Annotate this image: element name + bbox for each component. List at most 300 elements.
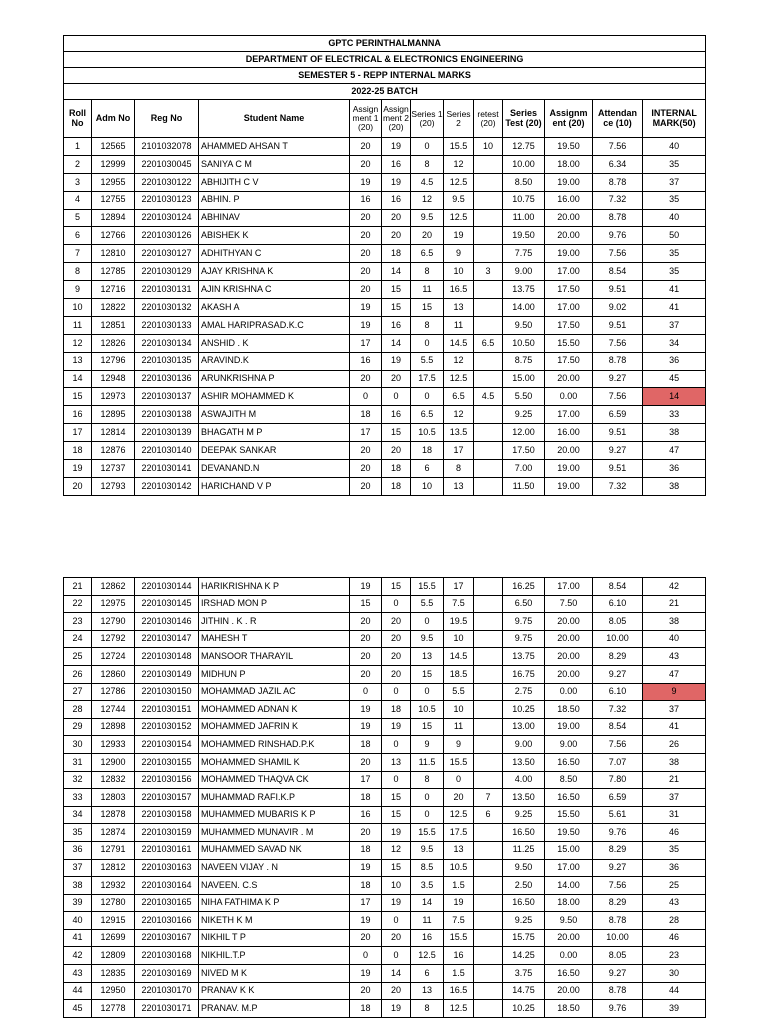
cell-adm-no: 12786: [92, 683, 135, 701]
cell-attendance: 9.51: [593, 316, 643, 334]
cell-series-test: 12.75: [503, 138, 545, 156]
cell-assignment: 15.50: [545, 806, 593, 824]
col-student-name: Student Name: [199, 100, 350, 138]
cell-adm-no: 12766: [92, 227, 135, 245]
cell-adm-no: 12744: [92, 701, 135, 719]
cell-assignment-2: 14: [382, 965, 411, 983]
cell-assignment: 18.00: [545, 155, 593, 173]
cell-reg-no: 2201030150: [135, 683, 199, 701]
cell-assignment: 17.50: [545, 352, 593, 370]
cell-series-2: 18.5: [444, 665, 474, 683]
cell-series-test: 9.25: [503, 806, 545, 824]
cell-adm-no: 12755: [92, 191, 135, 209]
cell-attendance: 9.76: [593, 227, 643, 245]
cell-assignment: 14.00: [545, 877, 593, 895]
cell-adm-no: 12785: [92, 263, 135, 281]
cell-assignment: 20.00: [545, 929, 593, 947]
cell-series-test: 6.50: [503, 595, 545, 613]
cell-retest: [474, 281, 503, 299]
cell-series-2: 12: [444, 406, 474, 424]
cell-series-1: 6.5: [411, 245, 444, 263]
cell-student-name: AJIN KRISHNA C: [199, 281, 350, 299]
cell-series-test: 19.50: [503, 227, 545, 245]
cell-internal-mark: 37: [643, 789, 706, 807]
table-row: [64, 578, 706, 596]
cell-retest: [474, 406, 503, 424]
col-assignment-2: Assign ment 2 (20): [382, 100, 411, 138]
cell-series-test: 16.25: [503, 578, 545, 596]
table-row: [64, 245, 706, 263]
cell-adm-no: 12851: [92, 316, 135, 334]
cell-reg-no: 2201030122: [135, 173, 199, 191]
table-row: [64, 334, 706, 352]
cell-roll-no: 44: [64, 982, 92, 1000]
cell-assignment-1: 20: [350, 630, 382, 648]
cell-internal-mark: 41: [643, 299, 706, 317]
cell-adm-no: 12915: [92, 912, 135, 930]
cell-assignment-1: 0: [350, 388, 382, 406]
cell-adm-no: 12932: [92, 877, 135, 895]
cell-assignment: 20.00: [545, 370, 593, 388]
cell-student-name: MUHAMMAD RAFI.K.P: [199, 789, 350, 807]
cell-internal-mark: 41: [643, 281, 706, 299]
cell-roll-no: 6: [64, 227, 92, 245]
cell-attendance: 7.56: [593, 138, 643, 156]
cell-student-name: ASWAJITH M: [199, 406, 350, 424]
cell-assignment: 16.50: [545, 965, 593, 983]
cell-retest: [474, 982, 503, 1000]
table-row: [64, 877, 706, 895]
table-row: [64, 982, 706, 1000]
cell-student-name: DEVANAND.N: [199, 460, 350, 478]
cell-assignment-1: 17: [350, 334, 382, 352]
cell-assignment-1: 19: [350, 701, 382, 719]
cell-retest: [474, 965, 503, 983]
cell-series-2: 6.5: [444, 388, 474, 406]
cell-internal-mark: 35: [643, 841, 706, 859]
cell-roll-no: 8: [64, 263, 92, 281]
cell-assignment-1: 20: [350, 824, 382, 842]
cell-assignment: 17.50: [545, 316, 593, 334]
cell-assignment-1: 20: [350, 155, 382, 173]
cell-attendance: 7.56: [593, 245, 643, 263]
cell-assignment: 9.50: [545, 912, 593, 930]
cell-adm-no: 12900: [92, 753, 135, 771]
cell-series-2: 9: [444, 245, 474, 263]
cell-series-test: 13.50: [503, 789, 545, 807]
cell-roll-no: 5: [64, 209, 92, 227]
cell-adm-no: 12835: [92, 965, 135, 983]
cell-series-test: 13.75: [503, 281, 545, 299]
cell-roll-no: 1: [64, 138, 92, 156]
cell-adm-no: 12860: [92, 665, 135, 683]
cell-series-1: 8: [411, 1000, 444, 1018]
cell-reg-no: 2201030131: [135, 281, 199, 299]
cell-student-name: NAVEEN. C.S: [199, 877, 350, 895]
cell-internal-mark: 40: [643, 209, 706, 227]
cell-series-1: 11: [411, 281, 444, 299]
cell-assignment: 8.50: [545, 771, 593, 789]
cell-student-name: NAVEEN VIJAY . N: [199, 859, 350, 877]
cell-attendance: 9.51: [593, 460, 643, 478]
cell-series-2: 17.5: [444, 824, 474, 842]
cell-assignment-1: 20: [350, 138, 382, 156]
cell-adm-no: 12737: [92, 460, 135, 478]
cell-internal-mark: 40: [643, 630, 706, 648]
cell-assignment: 19.50: [545, 824, 593, 842]
cell-series-2: 13: [444, 841, 474, 859]
table-row: [64, 191, 706, 209]
cell-series-test: 9.25: [503, 406, 545, 424]
cell-adm-no: 12814: [92, 424, 135, 442]
cell-internal-mark: 23: [643, 947, 706, 965]
cell-reg-no: 2201030149: [135, 665, 199, 683]
cell-reg-no: 2201030133: [135, 316, 199, 334]
cell-series-2: 17: [444, 442, 474, 460]
cell-series-2: 16.5: [444, 982, 474, 1000]
cell-series-1: 16: [411, 929, 444, 947]
cell-retest: [474, 424, 503, 442]
cell-assignment-2: 20: [382, 209, 411, 227]
cell-series-1: 6: [411, 965, 444, 983]
cell-reg-no: 2201030168: [135, 947, 199, 965]
cell-reg-no: 2201030169: [135, 965, 199, 983]
cell-internal-mark: 33: [643, 406, 706, 424]
cell-internal-mark: 38: [643, 424, 706, 442]
cell-series-test: 11.25: [503, 841, 545, 859]
cell-student-name: MANSOOR THARAYIL: [199, 648, 350, 666]
cell-series-1: 9.5: [411, 841, 444, 859]
cell-assignment-2: 15: [382, 299, 411, 317]
cell-series-1: 15.5: [411, 824, 444, 842]
cell-series-test: 7.00: [503, 460, 545, 478]
cell-retest: [474, 1000, 503, 1018]
cell-attendance: 7.07: [593, 753, 643, 771]
cell-roll-no: 28: [64, 701, 92, 719]
cell-internal-mark: 46: [643, 824, 706, 842]
cell-series-1: 12.5: [411, 947, 444, 965]
cell-reg-no: 2101032078: [135, 138, 199, 156]
cell-student-name: ANSHID . K: [199, 334, 350, 352]
cell-assignment: 19.00: [545, 460, 593, 478]
cell-adm-no: 12973: [92, 388, 135, 406]
institution-title: GPTC PERINTHALMANNA: [64, 36, 706, 52]
cell-assignment-2: 12: [382, 841, 411, 859]
cell-retest: [474, 912, 503, 930]
cell-reg-no: 2201030155: [135, 753, 199, 771]
cell-reg-no: 2201030123: [135, 191, 199, 209]
cell-assignment-2: 15: [382, 859, 411, 877]
cell-assignment-1: 17: [350, 424, 382, 442]
cell-attendance: 8.78: [593, 912, 643, 930]
cell-roll-no: 36: [64, 841, 92, 859]
cell-series-test: 10.25: [503, 1000, 545, 1018]
cell-adm-no: 12792: [92, 630, 135, 648]
cell-attendance: 8.29: [593, 648, 643, 666]
cell-retest: [474, 947, 503, 965]
cell-reg-no: 2201030167: [135, 929, 199, 947]
cell-assignment: 18.50: [545, 701, 593, 719]
cell-internal-mark: 35: [643, 191, 706, 209]
cell-series-1: 0: [411, 683, 444, 701]
cell-roll-no: 7: [64, 245, 92, 263]
cell-series-2: 10: [444, 263, 474, 281]
cell-reg-no: 2201030146: [135, 613, 199, 631]
cell-roll-no: 26: [64, 665, 92, 683]
cell-attendance: 7.32: [593, 701, 643, 719]
cell-attendance: 7.56: [593, 736, 643, 754]
cell-roll-no: 22: [64, 595, 92, 613]
cell-series-test: 16.50: [503, 824, 545, 842]
cell-retest: [474, 316, 503, 334]
cell-adm-no: 12933: [92, 736, 135, 754]
cell-series-1: 15: [411, 665, 444, 683]
cell-internal-mark: 35: [643, 155, 706, 173]
cell-student-name: NIHA FATHIMA K P: [199, 894, 350, 912]
cell-roll-no: 33: [64, 789, 92, 807]
cell-assignment-2: 0: [382, 947, 411, 965]
cell-student-name: ABHINAV: [199, 209, 350, 227]
cell-series-1: 5.5: [411, 352, 444, 370]
cell-attendance: 7.80: [593, 771, 643, 789]
cell-roll-no: 43: [64, 965, 92, 983]
cell-internal-mark: 44: [643, 982, 706, 1000]
cell-student-name: MOHAMMED SHAMIL K: [199, 753, 350, 771]
cell-retest: [474, 753, 503, 771]
cell-attendance: 7.56: [593, 877, 643, 895]
cell-series-2: 12.5: [444, 370, 474, 388]
cell-internal-mark: 38: [643, 613, 706, 631]
cell-assignment-1: 20: [350, 613, 382, 631]
cell-internal-mark: 37: [643, 173, 706, 191]
cell-assignment-2: 19: [382, 1000, 411, 1018]
cell-roll-no: 10: [64, 299, 92, 317]
cell-roll-no: 38: [64, 877, 92, 895]
cell-internal-mark: 47: [643, 665, 706, 683]
cell-reg-no: 2201030152: [135, 718, 199, 736]
cell-retest: [474, 894, 503, 912]
cell-series-1: 9: [411, 736, 444, 754]
cell-roll-no: 14: [64, 370, 92, 388]
cell-adm-no: 12876: [92, 442, 135, 460]
cell-assignment: 17.00: [545, 406, 593, 424]
cell-assignment: 15.00: [545, 841, 593, 859]
cell-roll-no: 13: [64, 352, 92, 370]
cell-retest: [474, 442, 503, 460]
cell-assignment: 0.00: [545, 388, 593, 406]
cell-retest: [474, 578, 503, 596]
cell-retest: [474, 245, 503, 263]
cell-adm-no: 12862: [92, 578, 135, 596]
table-row: [64, 209, 706, 227]
table-row: [64, 648, 706, 666]
cell-series-test: 13.50: [503, 753, 545, 771]
cell-series-1: 0: [411, 789, 444, 807]
cell-student-name: AHAMMED AHSAN T: [199, 138, 350, 156]
cell-attendance: 9.76: [593, 824, 643, 842]
cell-series-1: 12: [411, 191, 444, 209]
cell-attendance: 9.27: [593, 442, 643, 460]
cell-roll-no: 37: [64, 859, 92, 877]
cell-series-test: 10.50: [503, 334, 545, 352]
cell-adm-no: 12778: [92, 1000, 135, 1018]
col-series-2: Series 2: [444, 100, 474, 138]
cell-retest: [474, 701, 503, 719]
cell-student-name: SANIYA C M: [199, 155, 350, 173]
table-row: [64, 316, 706, 334]
table-row: [64, 406, 706, 424]
cell-assignment-1: 19: [350, 859, 382, 877]
cell-assignment-1: 18: [350, 877, 382, 895]
cell-series-2: 14.5: [444, 648, 474, 666]
cell-adm-no: 12790: [92, 613, 135, 631]
cell-series-test: 9.00: [503, 736, 545, 754]
cell-series-test: 11.50: [503, 477, 545, 495]
cell-roll-no: 31: [64, 753, 92, 771]
cell-reg-no: 2201030147: [135, 630, 199, 648]
table-row: [64, 1000, 706, 1018]
cell-series-test: 8.50: [503, 173, 545, 191]
cell-series-1: 0: [411, 334, 444, 352]
cell-assignment-2: 14: [382, 334, 411, 352]
cell-series-test: 9.75: [503, 613, 545, 631]
cell-attendance: 8.78: [593, 209, 643, 227]
cell-internal-mark: 9: [643, 683, 706, 701]
table-row: [64, 630, 706, 648]
cell-retest: [474, 352, 503, 370]
cell-attendance: 8.05: [593, 613, 643, 631]
cell-roll-no: 32: [64, 771, 92, 789]
cell-series-2: 8: [444, 460, 474, 478]
cell-assignment-2: 18: [382, 477, 411, 495]
cell-reg-no: 2201030157: [135, 789, 199, 807]
cell-reg-no: 2201030129: [135, 263, 199, 281]
cell-series-test: 9.50: [503, 316, 545, 334]
cell-adm-no: 12894: [92, 209, 135, 227]
cell-attendance: 9.76: [593, 1000, 643, 1018]
cell-series-2: 15.5: [444, 753, 474, 771]
table-row: [64, 683, 706, 701]
cell-assignment-1: 19: [350, 299, 382, 317]
table-row: [64, 806, 706, 824]
cell-series-1: 15: [411, 718, 444, 736]
cell-student-name: AKASH A: [199, 299, 350, 317]
table-row: [64, 859, 706, 877]
cell-student-name: NIVED M K: [199, 965, 350, 983]
cell-assignment-2: 20: [382, 370, 411, 388]
cell-retest: [474, 718, 503, 736]
cell-student-name: MIDHUN P: [199, 665, 350, 683]
cell-student-name: MOHAMMAD JAZIL AC: [199, 683, 350, 701]
cell-attendance: 8.78: [593, 352, 643, 370]
cell-internal-mark: 46: [643, 929, 706, 947]
cell-assignment: 16.00: [545, 191, 593, 209]
cell-internal-mark: 47: [643, 442, 706, 460]
cell-assignment: 17.50: [545, 281, 593, 299]
cell-internal-mark: 30: [643, 965, 706, 983]
cell-retest: 4.5: [474, 388, 503, 406]
cell-adm-no: 12699: [92, 929, 135, 947]
cell-series-2: 7.5: [444, 595, 474, 613]
cell-series-1: 18: [411, 442, 444, 460]
cell-series-2: 17: [444, 578, 474, 596]
cell-student-name: NIKETH K M: [199, 912, 350, 930]
cell-series-2: 19: [444, 894, 474, 912]
cell-series-1: 8: [411, 155, 444, 173]
cell-assignment-1: 20: [350, 370, 382, 388]
cell-assignment: 20.00: [545, 613, 593, 631]
cell-series-1: 15.5: [411, 578, 444, 596]
cell-retest: [474, 841, 503, 859]
cell-retest: [474, 613, 503, 631]
cell-internal-mark: 28: [643, 912, 706, 930]
cell-attendance: 5.61: [593, 806, 643, 824]
cell-series-test: 11.00: [503, 209, 545, 227]
cell-retest: [474, 191, 503, 209]
cell-student-name: NIKHIL T P: [199, 929, 350, 947]
cell-retest: 6.5: [474, 334, 503, 352]
cell-roll-no: 9: [64, 281, 92, 299]
cell-assignment-2: 19: [382, 173, 411, 191]
cell-assignment-2: 19: [382, 718, 411, 736]
cell-internal-mark: 36: [643, 352, 706, 370]
cell-reg-no: 2201030165: [135, 894, 199, 912]
cell-series-2: 12: [444, 352, 474, 370]
cell-series-1: 17.5: [411, 370, 444, 388]
cell-series-2: 16.5: [444, 281, 474, 299]
cell-adm-no: 12822: [92, 299, 135, 317]
cell-retest: [474, 824, 503, 842]
cell-series-test: 14.25: [503, 947, 545, 965]
cell-attendance: 8.54: [593, 578, 643, 596]
cell-assignment-1: 20: [350, 227, 382, 245]
cell-series-2: 12.5: [444, 173, 474, 191]
cell-roll-no: 19: [64, 460, 92, 478]
cell-attendance: 9.02: [593, 299, 643, 317]
cell-student-name: ABHIN. P: [199, 191, 350, 209]
cell-roll-no: 30: [64, 736, 92, 754]
cell-student-name: MOHAMMED THAQVA CK: [199, 771, 350, 789]
cell-roll-no: 17: [64, 424, 92, 442]
table-row: [64, 912, 706, 930]
cell-series-1: 11: [411, 912, 444, 930]
cell-internal-mark: 38: [643, 753, 706, 771]
cell-attendance: 6.10: [593, 595, 643, 613]
cell-assignment-1: 20: [350, 442, 382, 460]
cell-reg-no: 2201030171: [135, 1000, 199, 1018]
cell-attendance: 8.78: [593, 982, 643, 1000]
cell-series-1: 13: [411, 982, 444, 1000]
cell-retest: [474, 630, 503, 648]
cell-roll-no: 29: [64, 718, 92, 736]
cell-reg-no: 2201030156: [135, 771, 199, 789]
col-adm-no: Adm No: [92, 100, 135, 138]
cell-student-name: MOHAMMED ADNAN K: [199, 701, 350, 719]
cell-series-1: 15: [411, 299, 444, 317]
cell-assignment-2: 0: [382, 771, 411, 789]
cell-assignment-2: 18: [382, 460, 411, 478]
cell-series-2: 19.5: [444, 613, 474, 631]
cell-series-test: 13.75: [503, 648, 545, 666]
cell-reg-no: 2201030141: [135, 460, 199, 478]
cell-reg-no: 2201030159: [135, 824, 199, 842]
cell-assignment: 9.00: [545, 736, 593, 754]
cell-roll-no: 27: [64, 683, 92, 701]
cell-student-name: ABISHEK K: [199, 227, 350, 245]
cell-retest: [474, 155, 503, 173]
cell-internal-mark: 36: [643, 460, 706, 478]
cell-attendance: 9.51: [593, 424, 643, 442]
